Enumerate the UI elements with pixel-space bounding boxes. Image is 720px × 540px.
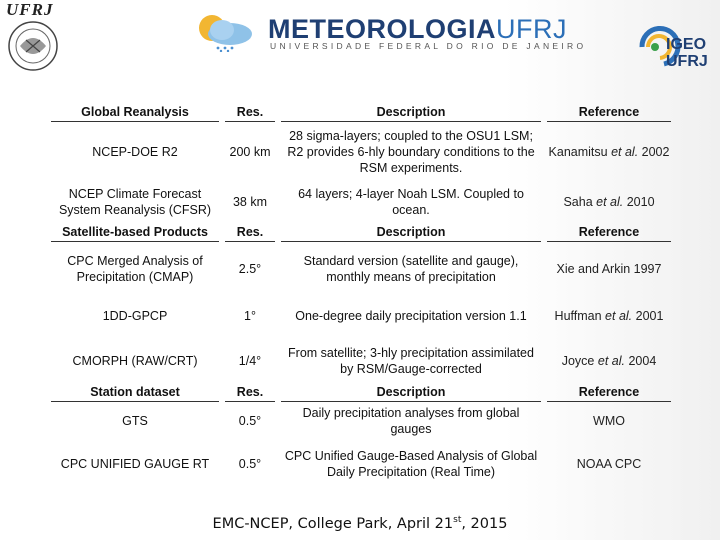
dataset-cell: CMORPH (RAW/CRT) bbox=[72, 354, 198, 368]
dataset-cell: NCEP-DOE R2 bbox=[92, 145, 178, 159]
description-cell: Daily precipitation analyses from global gauges bbox=[302, 406, 520, 436]
header-description: Description bbox=[278, 384, 544, 402]
table-row bbox=[48, 244, 674, 294]
res-cell: 0.5° bbox=[238, 414, 262, 428]
reference-cell: Huffman et al. 2001 bbox=[554, 309, 664, 323]
ufrj-logo-text: UFRJ bbox=[6, 0, 54, 19]
header-description: Description bbox=[278, 222, 544, 244]
reference-cell: Joyce et al. 2004 bbox=[561, 354, 657, 368]
reference-cell: NOAA CPC bbox=[576, 457, 642, 471]
description-cell: From satellite; 3-hly precipitation assimilated by RSM/Gauge-corrected bbox=[288, 346, 534, 376]
meteorologia-logo-subtitle: UNIVERSIDADE FEDERAL DO RIO DE JANEIRO bbox=[270, 41, 587, 51]
table-row bbox=[48, 122, 674, 182]
header-description: Description bbox=[278, 104, 544, 122]
res-cell: 1° bbox=[244, 309, 256, 323]
description-cell: 28 sigma-layers; coupled to the OSU1 LSM; R2 provides 6-hly boundary conditions to the RSM experiments. bbox=[287, 129, 535, 175]
header-reference: Reference bbox=[544, 104, 674, 122]
dataset-cell: NCEP Climate Forecast System Reanalysis (CFSR) bbox=[58, 187, 212, 217]
header-res: Res. bbox=[222, 104, 278, 122]
header-dataset: Station dataset bbox=[48, 384, 222, 402]
res-cell: 0.5° bbox=[238, 457, 262, 471]
section-header-row bbox=[48, 222, 674, 244]
igeo-line-1: IGEO bbox=[666, 36, 707, 53]
page-header bbox=[0, 0, 720, 90]
description-cell: 64 layers; 4-layer Noah LSM. Coupled to ocean. bbox=[298, 187, 524, 217]
table-row bbox=[48, 402, 674, 440]
reference-cell: WMO bbox=[593, 414, 625, 428]
header-reference: Reference bbox=[544, 222, 674, 244]
title-part-2: UFRJ bbox=[496, 14, 567, 44]
header-reference: Reference bbox=[544, 384, 674, 402]
dataset-cell: GTS bbox=[122, 414, 148, 428]
res-cell: 200 km bbox=[229, 145, 271, 159]
table-row bbox=[48, 182, 674, 222]
reference-cell: Xie and Arkin 1997 bbox=[556, 262, 662, 276]
description-cell: Standard version (satellite and gauge), monthly means of precipitation bbox=[303, 254, 519, 284]
footer-caption: EMC-NCEP, College Park, April 21st, 2015 bbox=[212, 515, 508, 532]
res-cell: 38 km bbox=[232, 195, 268, 209]
dataset-cell: 1DD-GPCP bbox=[102, 309, 168, 323]
res-cell: 1/4° bbox=[238, 354, 262, 368]
datasets-table bbox=[48, 104, 674, 488]
dataset-cell: CPC Merged Analysis of Precipitation (CMAP) bbox=[67, 254, 203, 284]
reference-cell: Kanamitsu et al. 2002 bbox=[548, 145, 670, 159]
igeo-logo-text bbox=[666, 36, 708, 70]
header-dataset: Satellite-based Products bbox=[48, 222, 222, 244]
header-res: Res. bbox=[222, 384, 278, 402]
table-row bbox=[48, 294, 674, 338]
reference-cell: Saha et al. 2010 bbox=[563, 195, 655, 209]
res-cell: 2.5° bbox=[238, 262, 262, 276]
weather-cloud-icon bbox=[192, 10, 262, 52]
description-cell: CPC Unified Gauge-Based Analysis of Global Daily Precipitation (Real Time) bbox=[284, 449, 538, 479]
table-row bbox=[48, 338, 674, 384]
description-cell: One-degree daily precipitation version 1.1 bbox=[295, 309, 527, 323]
dataset-cell: CPC UNIFIED GAUGE RT bbox=[60, 457, 210, 471]
title-part-1: METEOROLOGIA bbox=[268, 14, 496, 44]
header-res: Res. bbox=[222, 222, 278, 244]
header-dataset: Global Reanalysis bbox=[48, 104, 222, 122]
table-row bbox=[48, 440, 674, 488]
section-header-row bbox=[48, 384, 674, 402]
section-header-row bbox=[48, 104, 674, 122]
igeo-line-2: UFRJ bbox=[666, 53, 708, 70]
